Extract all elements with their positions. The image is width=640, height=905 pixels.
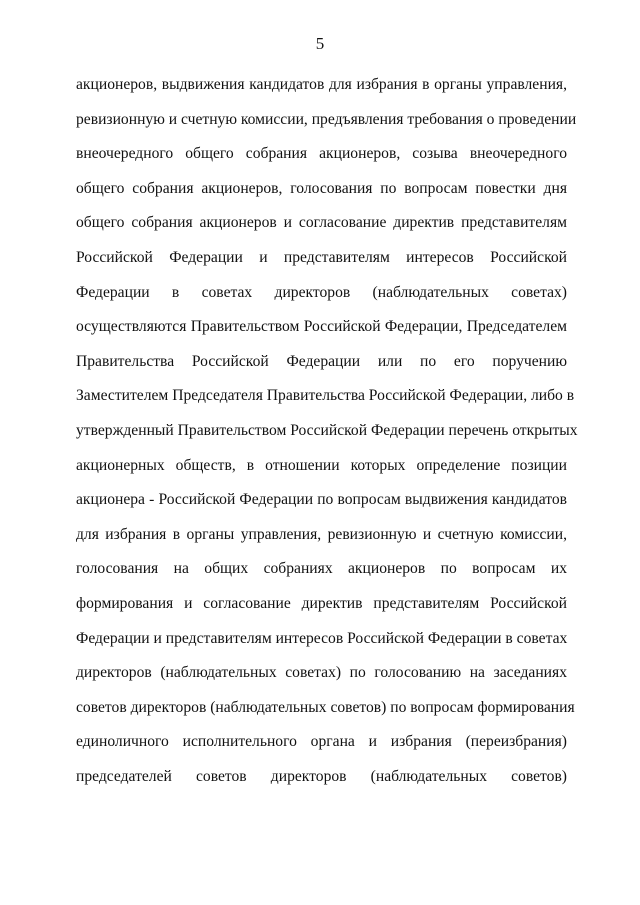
body-text xyxy=(76,68,578,794)
text-line: единоличного исполнительного органа и избрания (переизбрания) xyxy=(76,733,567,751)
text-line: акционеров, выдвижения кандидатов для избрания в органы управления, xyxy=(76,76,567,93)
text-line: утвержденный Правительством Российской Федерации перечень открытых xyxy=(76,421,578,439)
text-line: формирования и согласование директив представителям Российской xyxy=(76,594,567,612)
text-line: акционерных обществ, в отношении которых определение позиции xyxy=(76,456,567,474)
text-line: общего собрания акционеров, голосования по вопросам повестки дня xyxy=(76,179,567,197)
text-line: Заместителем Председателя Правительства Российской Федерации, либо в xyxy=(76,387,575,405)
text-line: Федерации и представителям интересов Российской Федерации в советах xyxy=(76,629,568,647)
text-line: акционера - Российской Федерации по вопросам выдвижения кандидатов xyxy=(76,491,567,509)
text-line: Российской Федерации и представителям интересов Российской xyxy=(76,248,567,266)
text-line: председателей советов директоров (наблюдательных советов) xyxy=(76,767,567,785)
text-line: Правительства Российской Федерации или по его поручению xyxy=(76,352,567,370)
text-line: ревизионную и счетную комиссии, предъявления требования о проведении xyxy=(76,110,577,128)
page-number: 5 xyxy=(315,34,325,53)
text-line: советов директоров (наблюдательных советов) по вопросам формирования xyxy=(76,698,575,716)
text-line: для избрания в органы управления, ревизионную и счетную комиссии, xyxy=(76,525,567,543)
text-line: директоров (наблюдательных советах) по голосованию на заседаниях xyxy=(76,664,567,682)
text-line: внеочередного общего собрания акционеров, созыва внеочередного xyxy=(76,145,567,163)
text-line: осуществляются Правительством Российской Федерации, Председателем xyxy=(76,318,567,336)
text-line: голосования на общих собраниях акционеров по вопросам их xyxy=(76,560,567,578)
text-line: общего собрания акционеров и согласование директив представителям xyxy=(76,214,567,232)
text-line: Федерации в советах директоров (наблюдательных советах) xyxy=(76,283,567,301)
